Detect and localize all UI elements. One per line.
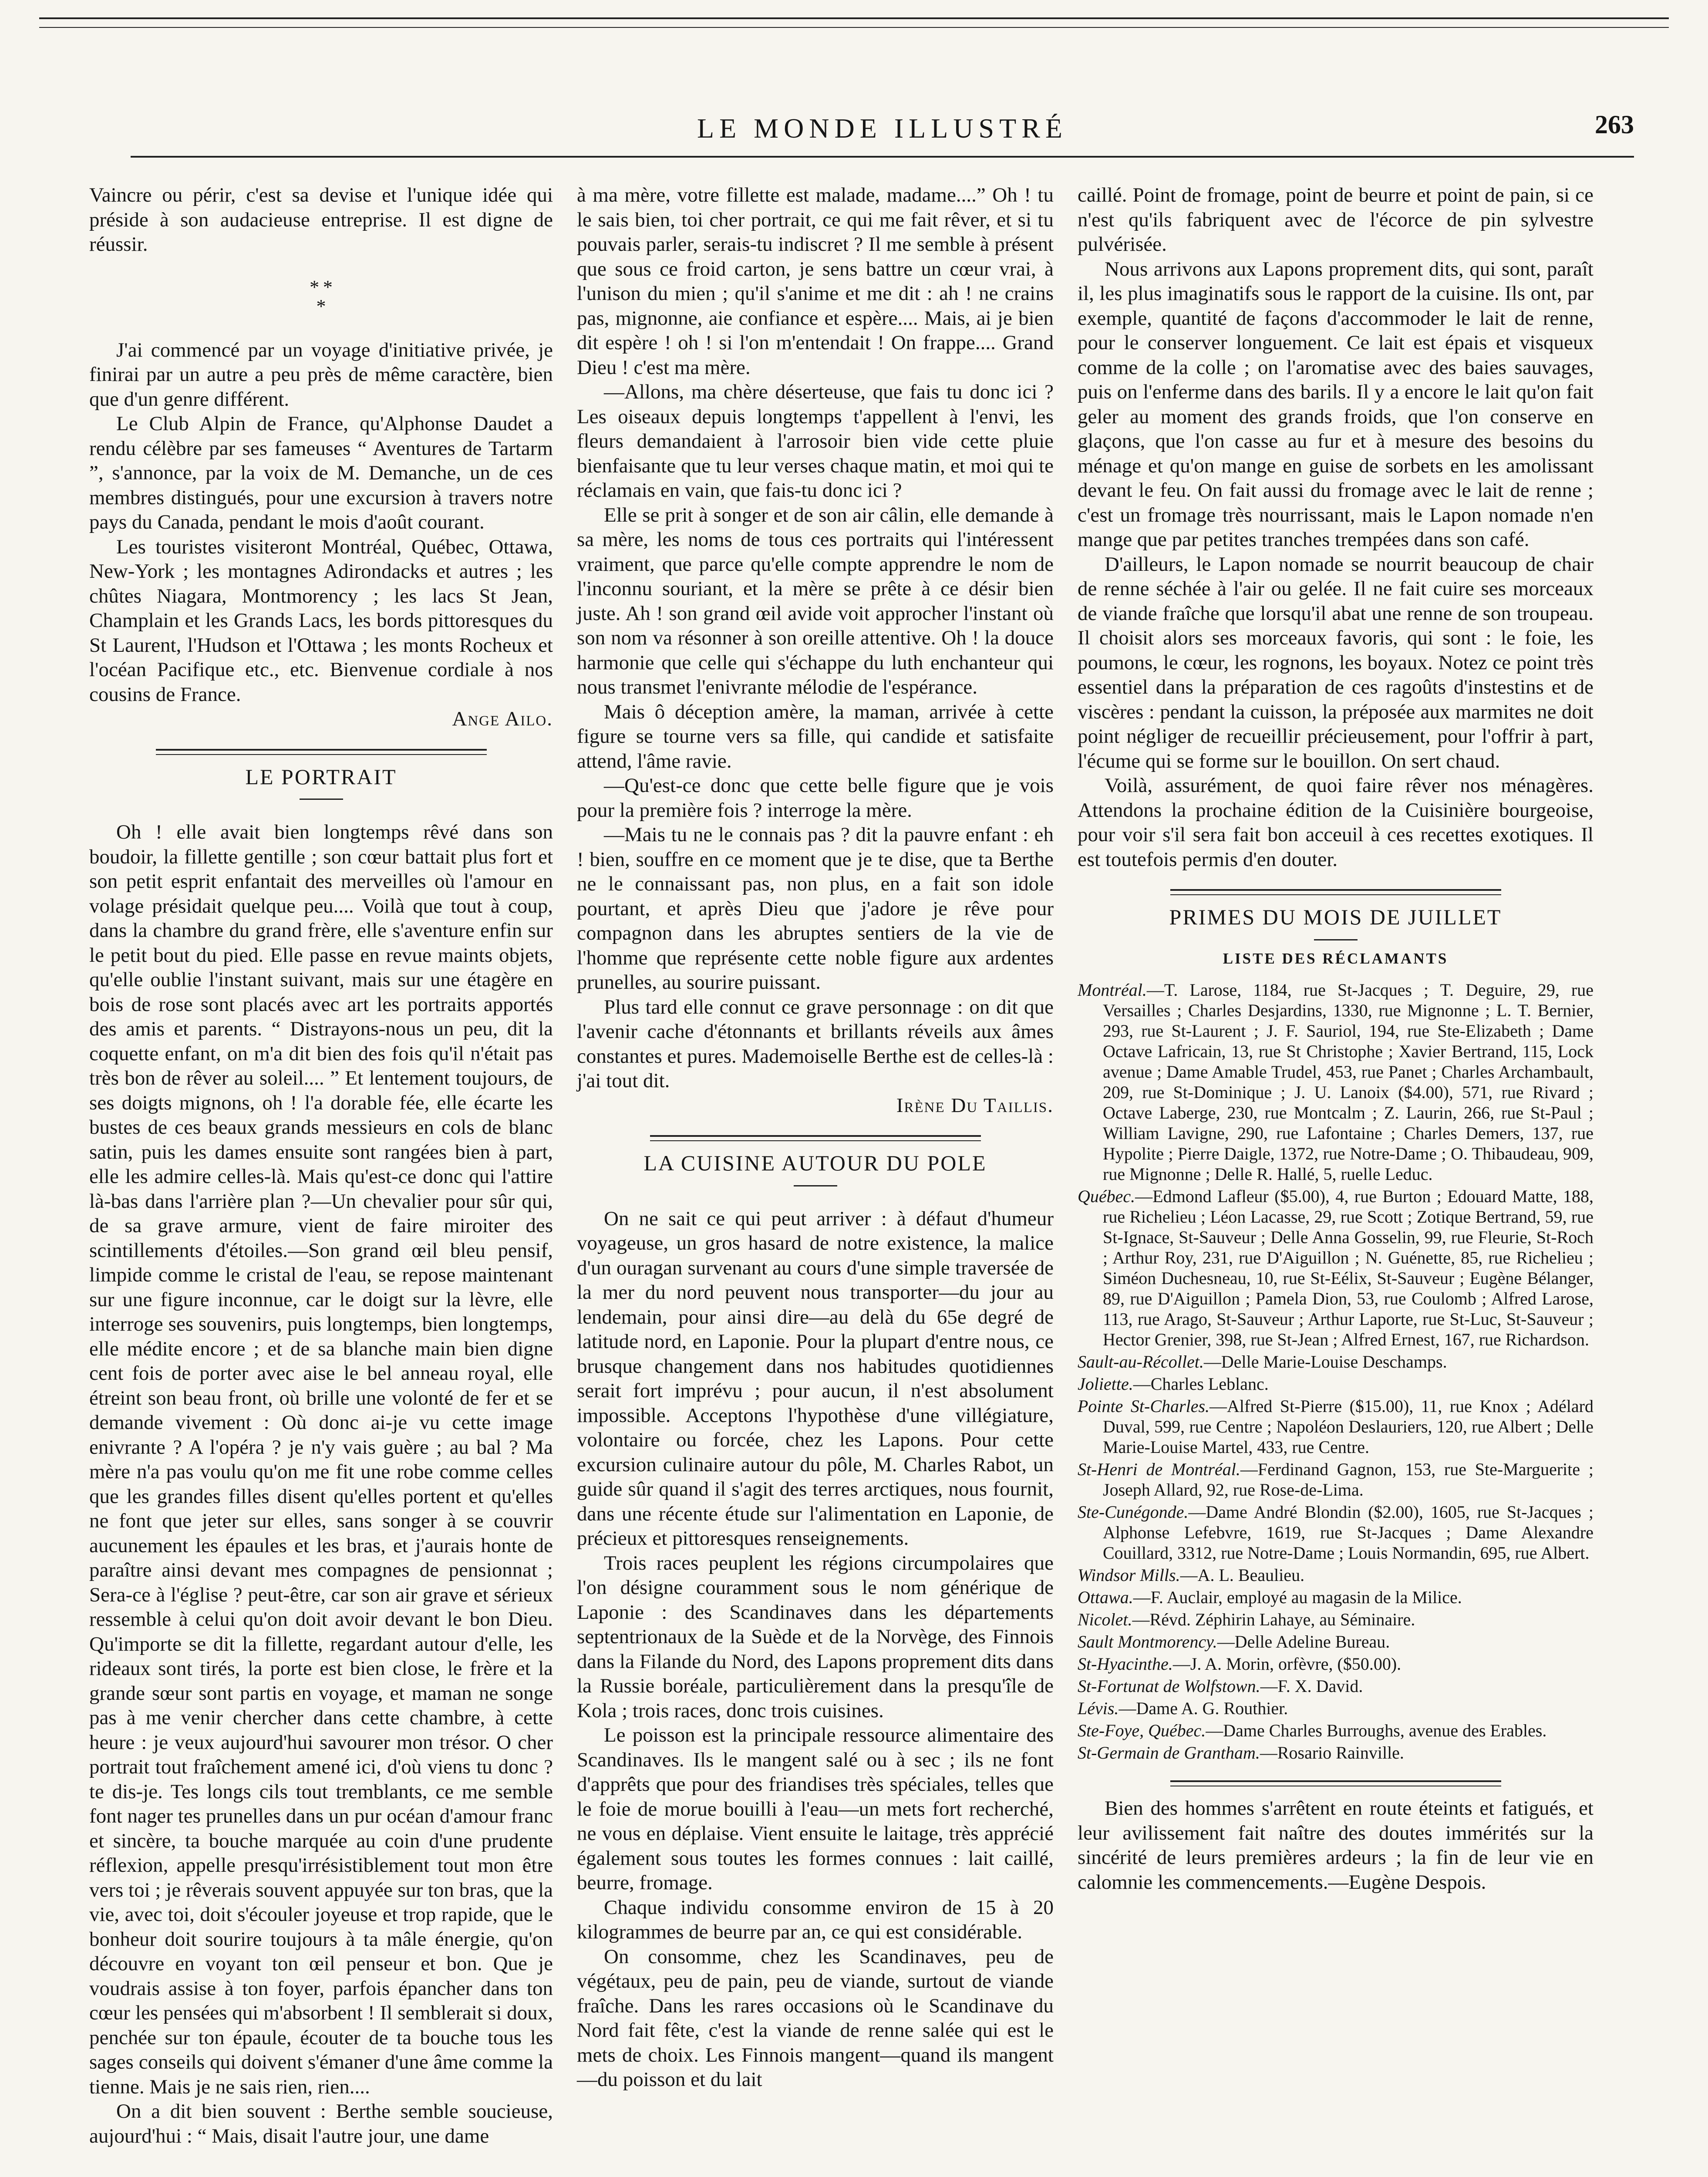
article-paragraph: Le Club Alpin de France, qu'Alphonse Daudet a rendu célèbre par ses fameuses “ Aventures de Tartarm ”, s'annonce, par la voix de M. Demanche, un de ces membres distingués, pour une excursion à travers notre pays du Canada, pendant le mois d'août courant.	[89, 412, 553, 533]
claimant-entry	[1078, 1396, 1593, 1457]
claimant-names: —Révd. Zéphirin Lahaye, au Séminaire.	[1132, 1610, 1415, 1629]
article-paragraph: Voilà, assurément, de quoi faire rêver nos ménagères. Attendons la prochaine édition de la Cuisinière bourgeoise, pour voir s'il sera fait bon acceuil à ces recettes exotiques. Il est toutefois permis d'en douter.	[1078, 774, 1593, 871]
article-paragraph: D'ailleurs, le Lapon nomade se nourrit beaucoup de chair de renne séchée à l'air ou gelée. Il ne fait cuire ses morceaux de viande fraîche que lorsqu'il abat une renne de son troupeau. Il choisit alors ses morceaux favoris, qui sont : le foie, les poumons, le cœur, les rognons, les boyaux. Notez ce point très essentiel dans la préparation de ces ragoûts d'instestins et de viscères : pendant la cuisson, la préposée aux marmites ne doit point négliger de recueillir précieusement, pour l'offrir à part, l'écume qui se forme sur le bouillon. On sert chaud.	[1078, 553, 1593, 772]
article-paragraph: —Qu'est-ce donc que cette belle figure que je vois pour la première fois ? interroge la mère.	[577, 774, 1054, 822]
claimant-place: St-Henri de Montréal.	[1078, 1459, 1240, 1479]
article-paragraph: Elle se prit à songer et de son air câlin, elle demande à sa mère, les noms de tous ces portraits qui l'intéressent vraiment, que parce qu'elle compte apprendre le nom de l'inconnu souriant, et la mère se prête à ce désir bien juste. Ah ! son grand œil avide voit approcher l'instant où son nom va résonner à son oreille attentive. Oh ! la douce harmonie que celle qui s'échappe du luth enchanteur qui nous transmet l'enivrante mélodie de l'espérance.	[577, 503, 1054, 698]
section-divider	[650, 1135, 981, 1141]
claimant-place: Nicolet.	[1078, 1610, 1132, 1629]
claimant-names: —J. A. Morin, orfèvre, ($50.00).	[1172, 1654, 1401, 1674]
article-paragraph: Trois races peuplent les régions circumpolaires que l'on désigne couramment sous le nom générique de Laponie : des Scandinaves dans les départements septentrionaux de la Suède et de la Norvège, des Finnois dans la Filande du Nord, des Lapons proprement dits dans la Russie boréale, particulièrement dans la presqu'île de Kola ; trois races, donc trois cuisines.	[577, 1551, 1054, 1722]
author-signature: Ange Ailo.	[452, 708, 553, 730]
masthead-title: LE MONDE ILLUSTRÉ	[697, 113, 1068, 144]
claimant-place: Ottawa.	[1078, 1587, 1133, 1607]
claimant-place: St-Fortunat de Wolfstown.	[1078, 1676, 1260, 1696]
title-rule	[1314, 939, 1358, 940]
claimant-place: Ste-Cunégonde.	[1078, 1502, 1189, 1522]
article-paragraph: —Allons, ma chère déserteuse, que fais tu donc ici ? Les oiseaux depuis longtemps t'appellent à l'envi, les fleurs demandaient à l'arrosoir bien vide cette pluie bienfaisante que tu leur verses chaque matin, et moi qui te réclamais en vain, que fais-tu donc ici ?	[577, 381, 1054, 502]
column-2	[577, 183, 1054, 2092]
claimant-entry	[1078, 1676, 1593, 1696]
claimant-entry	[1078, 1587, 1593, 1607]
top-border	[39, 17, 1669, 19]
claimant-place: Montréal.	[1078, 980, 1147, 1000]
claimant-place: Windsor Mills.	[1078, 1565, 1180, 1585]
claimant-names: —Delle Adeline Bureau.	[1217, 1632, 1390, 1651]
title-rule	[794, 1185, 837, 1186]
claimant-names: —F. Auclair, employé au magasin de la Milice.	[1133, 1587, 1462, 1607]
claimant-entry	[1078, 980, 1593, 1184]
claimant-place: Ste-Foye, Québec.	[1078, 1721, 1206, 1740]
page-number: 263	[1595, 110, 1634, 139]
claimant-entry	[1078, 1742, 1593, 1763]
claimant-place: Pointe St-Charles.	[1078, 1396, 1210, 1416]
article-paragraph: On consomme, chez les Scandinaves, peu de végétaux, peu de pain, peu de viande, surtout de viande fraîche. Dans les rares occasions où le Scandinave du Nord fait fête, c'est la viande de renne salée qui est le mets de choix. Les Finnois mangent—quand ils mangent—du poisson et du lait	[577, 1945, 1054, 2091]
article-paragraph: Oh ! elle avait bien longtemps rêvé dans son boudoir, la fillette gentille ; son cœur battait plus fort et son petit esprit enfantait des merveilles où l'amour en volage présidait quelque peu.... Voilà que tout à coup, dans la chambre du grand frère, elle s'aventure enfin sur le petit bout du pied. Elle passe en revue maints objets, qu'elle oublie l'instant suivant, mais sur une étagère en bois de rose sont placés avec art les portraits apportés des amis et parents. “ Distrayons-nous un peu, dit la coquette enfant, on m'a dit bien des fois qu'il n'était pas très bon de rêver au soleil.... ” Et lentement toujours, de ses doigts mignons, oh ! l'a dorable fée, elle écarte les bustes de ces beaux grands messieurs en cols de blanc satin, puis les dames ensuite sont rangées bien à part, elle les admire celles-là. Mais qu'est-ce donc qui l'attire là-bas dans l'arrière plan ?—Un chevalier pour sûr qui, de sa grave armure, vient de faire miroiter des scintillements d'étoiles.—Son grand œil bleu pensif, limpide comme le cristal de l'eau, se repose maintenant sur une figure inconnue, car le doigt sur la lèvre, elle interroge ses souvenirs, puis longtemps, bien longtemps, elle médite encore ; et de sa blanche main bien digne cent fois de porter avec aise le bel anneau royal, elle étreint son beau front, où brille une volonté de fer et se demande vivement : Où donc ai-je vu cette image enivrante ? A l'opéra ? je n'y vais guère ; au bal ? Ma mère n'a pas voulu qu'on me fit une robe comme celles que les grandes filles disent qu'elles portent et qu'elles ne font que jeter sur elles, sans songer à se couvrir aucunement les épaules et les bras, et j'aurais honte de paraître ainsi devant mes compagnes de pensionnat ; Sera-ce à l'église ? peut-être, car son air grave et sérieux ressemble à celui qu'on doit avoir devant le bon Dieu. Qu'importe se dit la fillette, regardant autour d'elle, les rideaux sont tirés, la porte est bien close, le frère et la grande sœur sont partis en voyage, et maman ne songe pas à me venir chercher dans cette chambre, à cette heure : je veux aujourd'hui savourer mon trésor. O cher portrait tout fraîchement amené ici, d'où viens tu donc ? te dis-je. Tes longs cils tout tremblants, ce me semble font nager tes prunelles dans un pur océan d'amour franc et sincère, ta bouche marquée au coin d'une prudente réflexion, appelle presqu'irrésistiblement tout mon être vers toi ; je rêverais souvent appuyée sur ton bras, que la vie, avec toi, doit s'écouler joyeuse et trop rapide, que le bonheur doit sourire toujours à ta mâle énergie, qu'on découvre en voyant ton œil penseur et bon. Que je voudrais assise à ton foyer, parfois épancher dans ton cœur les pensées qui m'absorbent ! Il semblerait si doux, penchée sur ton épaule, écouter de ta bouche tous les sages conseils qui doivent s'émaner d'une âme comme la tienne. Mais je ne sais rien, rien....	[89, 821, 553, 2098]
article-paragraph: J'ai commencé par un voyage d'initiative privée, je finirai par un autre a peu près de même caractère, bien que d'un genre différent.	[89, 338, 553, 411]
article-paragraph: Plus tard elle connut ce grave personnage : on dit que l'avenir cache d'étonnants et brillants réveils aux âmes constantes et pures. Mademoiselle Berthe est de celles-là : j'ai tout dit.	[577, 995, 1054, 1092]
claimant-place: Sault Montmorency.	[1078, 1632, 1217, 1651]
claimant-entry	[1078, 1502, 1593, 1563]
section-asterism: * * *	[310, 276, 333, 317]
claimant-names: —Ferdinand Gagnon, 153, rue Ste-Marguerite ; Joseph Allard, 92, rue Rose-de-Lima.	[1103, 1459, 1594, 1500]
claimant-names: —F. X. David.	[1260, 1676, 1363, 1696]
claimant-entry	[1078, 1374, 1593, 1394]
claimant-names: —A. L. Beaulieu.	[1180, 1565, 1305, 1585]
claimant-place: St-Germain de Grantham.	[1078, 1743, 1260, 1762]
section-subtitle: LISTE DES RÉCLAMANTS	[1223, 950, 1449, 967]
claimant-entry	[1078, 1459, 1593, 1500]
section-title: PRIMES DU MOIS DE JUILLET	[1169, 905, 1502, 929]
article-paragraph: à ma mère, votre fillette est malade, madame....” Oh ! tu le sais bien, toi cher portrait, ce qui me fait rêver, et si tu pouvais parler, serais-tu indiscret ? Il me semble à présent que sous ce froid carton, je sens battre un cœur vrai, à l'unison du mien ; qu'il s'anime et me dit : ah ! ne crains pas, mignonne, aie confiance et espère.... Mais, ai je bien dit espère ! oh ! si l'on m'entendait ! On frappe.... Grand Dieu ! c'est ma mère.	[577, 184, 1054, 379]
claimants-list	[1078, 980, 1593, 1763]
claimant-entry	[1078, 1609, 1593, 1630]
author-signature: Irène Du Taillis.	[896, 1094, 1054, 1117]
claimant-names: —Dame A. G. Routhier.	[1118, 1698, 1288, 1718]
top-border-thin	[39, 27, 1669, 28]
article-paragraph: On a dit bien souvent : Berthe semble soucieuse, aujourd'hui : “ Mais, disait l'autre jour, une dame	[89, 2100, 553, 2147]
claimant-place: Québec.	[1078, 1186, 1135, 1206]
closing-quote: Bien des hommes s'arrêtent en route éteints et fatigués, et leur avilissement fait naître des doutes immérités sur la sincérité de leurs premières ardeurs ; la fin de leur vie en calomnie les commencements.—Eugène Despois.	[1078, 1797, 1593, 1894]
article-paragraph: On ne sait ce qui peut arriver : à défaut d'humeur voyageuse, un gros hasard de notre existence, la malice d'un ouragan survenant au cours d'une simple traversée de la mer du nord peuvent nous transporter—du jour au lendemain, pour ainsi dire—au delà du 65e degré de latitude nord, en Laponie. Pour la plupart d'entre nous, ce brusque changement dans nos habitudes quotidiennes serait fort imprévu ; pour aucun, il n'est absolument impossible. Acceptons l'hypothèse d'une villégiature, volontaire ou forcée, chez les Lapons. Pour cette excursion culinaire autour du pôle, M. Charles Rabot, un guide sûr quand il s'agit des terres arctiques, nous fournit, dans une récente étude sur l'alimentation en Laponie, de précieux et pittoresques renseignements.	[577, 1207, 1054, 1550]
claimant-names: —Dame André Blondin ($2.00), 1605, rue St-Jacques ; Alphonse Lefebvre, 1619, rue St-Jacques ; Dame Alexandre Couillard, 3312, rue Notre-Dame ; Louis Normandin, 695, rue Albert.	[1103, 1502, 1593, 1563]
claimant-entry	[1078, 1186, 1593, 1350]
claimant-entry	[1078, 1631, 1593, 1652]
claimant-place: Lévis.	[1078, 1698, 1119, 1718]
title-rule	[300, 799, 343, 800]
header-rule	[131, 156, 1634, 158]
claimant-names: —T. Larose, 1184, rue St-Jacques ; T. Deguire, 29, rue Versailles ; Charles Desjardins, 1330, rue Mignonne ; L. T. Bernier, 293, rue St-Laurent ; J. F. Sauriol, 194, rue Ste-Elizabeth ; Dame Octave Lafricain, 13, rue St Christophe ; Xavier Bertrand, 115, Lock avenue ; Dame Amable Trudel, 453, rue Panet ; Charles Archambault, 209, rue St-Dominique ; J. U. Lanoix ($4.00), 571, rue Rivard ; Octave Laberge, 230, rue Montcalm ; Z. Laurin, 266, rue St-Paul ; William Lavigne, 290, rue Lafontaine ; Charles Demers, 137, rue Hypolite ; Pierre Daigle, 1372, rue Notre-Dame ; O. Thibaudeau, 909, rue Mignonne ; Delle R. Hallé, 5, ruelle Leduc.	[1103, 980, 1593, 1184]
claimant-entry	[1078, 1351, 1593, 1372]
article-paragraph: —Mais tu ne le connais pas ? dit la pauvre enfant : eh ! bien, souffre en ce moment que je te dise, que ta Berthe ne le connaissant pas, non plus, en a fait son idole pourtant, et après Dieu que j'adore je rêve pour compagnon dans les abruptes sentiers de la vie de l'homme que représente cette noble figure aux ardentes prunelles, au sourire puissant.	[577, 823, 1054, 994]
article-paragraph: Mais ô déception amère, la maman, arrivée à cette figure se tourne vers sa fille, qui candide et satisfaite attend, l'âme ravie.	[577, 700, 1054, 772]
claimant-names: —Edmond Lafleur ($5.00), 4, rue Burton ; Edouard Matte, 188, rue Richelieu ; Léon Lacasse, 29, rue Scott ; Zotique Bertrand, 59, rue St-Ignace, St-Sauveur ; Delle Anna Gosselin, 99, rue Fleurie, St-Roch ; Arthur Roy, 231, rue D'Aiguillon ; N. Guénette, 85, rue Richelieu ; Siméon Duchesneau, 10, rue St-Eélix, St-Sauveur ; Eugène Bélanger, 89, rue D'Aiguillon ; Pamela Dion, 53, rue Coulomb ; Alfred Larose, 113, rue Arago, St-Sauveur ; Arthur Laporte, rue St-Luc, St-Sauveur ; Hector Grenier, 398, rue St-Jean ; Alfred Ernest, 167, rue Richardson.	[1103, 1186, 1593, 1349]
article-paragraph: Nous arrivons aux Lapons proprement dits, qui sont, paraît il, les plus imaginatifs sous le rapport de la cuisine. Ils ont, par exemple, quantité de façons d'accommoder le lait de renne, pour le conserver longuement. Ce lait est épais et visqueux comme de la colle ; on l'aromatise avec des baies sauvages, puis on l'enferme dans des barils. Il y a encore le lait qu'on fait geler au moment des grands froids, que l'on conserve en glaçons, que l'on casse au fur et à mesure des besoins du ménage et qu'on mange en guise de sorbets en les amolissant devant le feu. On fait aussi du fromage avec le lait de renne ; c'est un fromage très nourrissant, mais le Lapon nomade n'en mange que par petites tranches trempées dans son café.	[1078, 257, 1593, 551]
article-paragraph: Chaque individu consomme environ de 15 à 20 kilogrammes de beurre par an, ce qui est considérable.	[577, 1896, 1054, 1943]
claimant-entry	[1078, 1654, 1593, 1674]
article-paragraph: Le poisson est la principale ressource alimentaire des Scandinaves. Ils le mangent salé ou à sec ; ils ne font d'apprêts que pour des friandises très spéciales, telles que le foie de morue bouilli à l'eau—un mets fort recherché, ne vous en déplaise. Vient ensuite le laitage, très apprécié également sous toutes les formes connues : lait caillé, beurre, fromage.	[577, 1724, 1054, 1894]
section-divider	[1170, 889, 1501, 895]
claimant-entry	[1078, 1698, 1593, 1719]
article-paragraph: Les touristes visiteront Montréal, Québec, Ottawa, New-York ; les montagnes Adirondacks et autres ; les chûtes Niagara, Montmorency ; les lacs St Jean, Champlain et les Grands Lacs, les bords pittoresques du St Laurent, l'Hudson et l'Ottawa ; les monts Rocheux et l'océan Pacifique etc., etc. Bienvenue cordiale à nos cousins de France.	[89, 535, 553, 706]
claimant-place: Joliette.	[1078, 1374, 1133, 1394]
section-title: LE PORTRAIT	[245, 764, 397, 789]
claimant-names: —Charles Leblanc.	[1133, 1374, 1269, 1394]
article-paragraph: caillé. Point de fromage, point de beurre et point de pain, si ce n'est qu'ils fabriquent avec de l'écorce de pin sylvestre pulvérisée.	[1078, 184, 1593, 256]
claimant-names: —Delle Marie-Louise Deschamps.	[1203, 1352, 1447, 1372]
section-divider	[1170, 1780, 1501, 1786]
section-divider	[156, 749, 487, 755]
section-title: LA CUISINE AUTOUR DU POLE	[643, 1151, 987, 1175]
claimant-names: —Rosario Rainville.	[1260, 1743, 1404, 1762]
claimant-place: Sault-au-Récollet.	[1078, 1352, 1204, 1372]
claimant-names: —Alfred St-Pierre ($15.00), 11, rue Knox ; Adélard Duval, 599, rue Centre ; Napoléon Deslauriers, 120, rue Albert ; Delle Marie-Louise Martel, 433, rue Centre.	[1103, 1396, 1593, 1457]
claimant-entry	[1078, 1720, 1593, 1741]
claimant-names: —Dame Charles Burroughs, avenue des Erables.	[1206, 1721, 1547, 1740]
claimant-place: St-Hyacinthe.	[1078, 1654, 1173, 1674]
column-1	[89, 183, 553, 2148]
article-paragraph: Vaincre ou périr, c'est sa devise et l'unique idée qui préside à son audacieuse entreprise. Il est digne de réussir.	[89, 184, 553, 256]
column-3	[1078, 183, 1593, 1894]
claimant-entry	[1078, 1565, 1593, 1585]
page-header	[131, 112, 1634, 160]
